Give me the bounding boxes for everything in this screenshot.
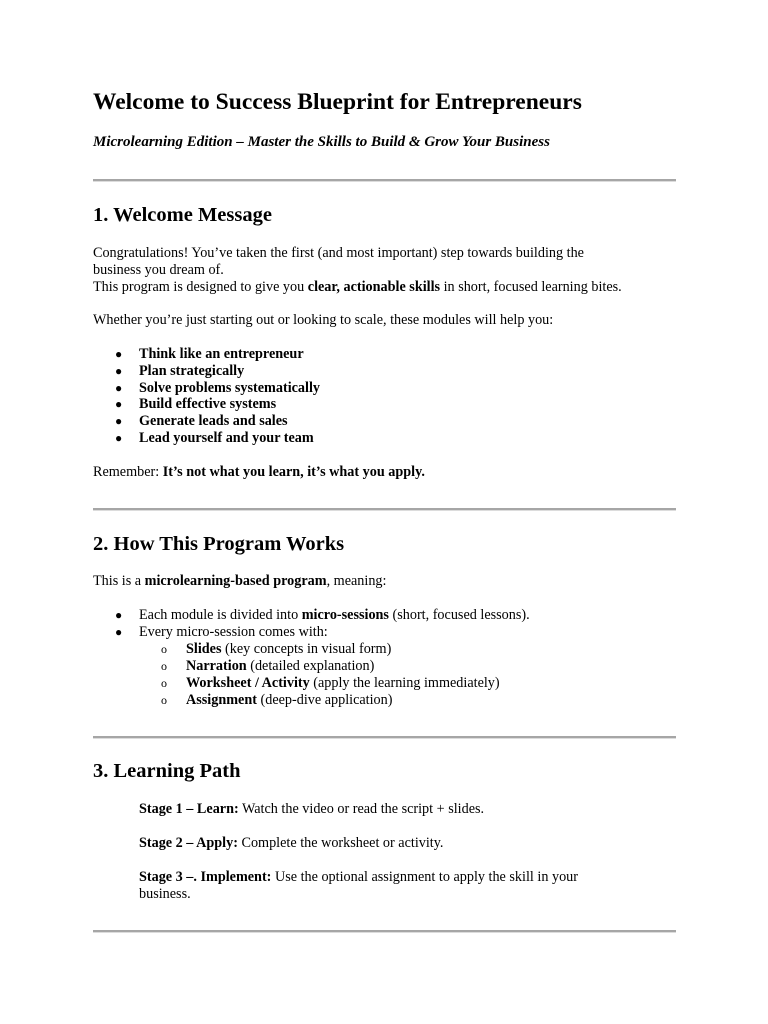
list-item [93,430,320,447]
stage-3-line-1 [139,869,699,886]
session-components-list [93,641,500,709]
circle-bullet-icon: o [161,659,167,673]
sub-list-item [93,658,500,675]
stage-text: Watch the video or read the script + slides. [238,801,485,817]
bullet-icon: ● [115,347,123,361]
list-item-text: Generate leads and sales [139,413,288,430]
list-item-text: Think like an entrepreneur [139,346,304,362]
list-item [93,396,320,413]
list-item [93,363,320,380]
bold-text: Slides [186,641,222,657]
list-item-text: Solve problems systematically [139,379,321,396]
stage-text: Complete the worksheet or activity. [237,835,444,851]
bullet-icon: ● [115,430,123,445]
text: Each module is divided into [139,607,302,623]
stage-1 [139,801,699,818]
bold-text: clear, actionable skills [307,279,441,295]
bullet-icon: ● [115,608,123,622]
list-item [93,380,320,397]
remember-line [93,464,683,481]
circle-bullet-icon: o [161,676,167,690]
text: in short, focused learning bites. [440,279,622,295]
bullet-icon: ● [115,380,123,395]
program-intro [93,573,683,590]
bold-text: Narration [186,658,247,674]
welcome-modules-intro: Whether you’re just starting out or looking to scale, these modules will help you: [93,312,554,328]
bullet-icon: ● [115,624,123,639]
list-item [93,624,530,641]
text: (apply the learning immediately) [309,675,500,691]
section-divider [93,736,676,739]
bold-text: microlearning-based program [144,573,327,589]
list-item-text: Plan strategically [139,362,245,379]
bullet-icon: ● [115,414,123,429]
stage-3-line-2: business. [139,886,191,902]
bold-text: It’s not what you learn, it’s what you apply. [162,464,425,480]
text: (key concepts in visual form) [221,641,392,657]
section-divider [93,508,676,511]
bullet-icon: ● [115,397,123,412]
sub-list-item [93,675,500,692]
list-item [93,607,530,624]
text: This is a [93,573,145,589]
bold-text: micro-sessions [301,607,389,623]
welcome-paragraph [93,245,683,296]
section-divider [93,179,676,182]
stage-label: Stage 3 –. Implement: [139,869,272,885]
text: Every micro-session comes with: [139,623,328,640]
bullet-icon: ● [115,363,123,378]
text: (deep-dive application) [256,692,393,708]
list-item [93,346,320,363]
section-heading-learning-path: 3. Learning Path [93,760,241,782]
stage-text: Use the optional assignment to apply the skill in your [271,869,578,885]
section-heading-how-it-works: 2. How This Program Works [93,533,345,555]
bold-text: Worksheet / Activity [186,675,310,691]
document-subtitle: Microlearning Edition – Master the Skills to Build & Grow Your Business [93,134,550,150]
program-list [93,607,530,641]
section-divider [93,930,676,933]
sub-list-item [93,692,500,709]
welcome-line-3 [93,279,683,296]
text: This program is designed to give you [93,279,308,295]
text: (detailed explanation) [246,658,375,674]
text: (short, focused lessons). [388,607,530,623]
bold-text: Assignment [186,692,257,708]
stage-label: Stage 2 – Apply: [139,835,238,851]
list-item-text: Build effective systems [139,396,277,413]
stage-label: Stage 1 – Learn: [139,801,239,817]
skills-list [93,346,320,447]
stage-3 [139,869,699,903]
text: Remember: [93,464,163,480]
document-title: Welcome to Success Blueprint for Entrepreneurs [93,89,582,115]
sub-list-item [93,641,500,658]
list-item [93,413,320,430]
list-item-text: Lead yourself and your team [139,429,314,446]
text: , meaning: [326,573,387,589]
welcome-line-2: business you dream of. [93,262,224,278]
stage-2 [139,835,699,852]
circle-bullet-icon: o [161,693,167,707]
section-heading-welcome: 1. Welcome Message [93,204,272,226]
welcome-line-1: Congratulations! You’ve taken the first (and most important) step towards building the [93,245,584,261]
circle-bullet-icon: o [161,642,167,656]
